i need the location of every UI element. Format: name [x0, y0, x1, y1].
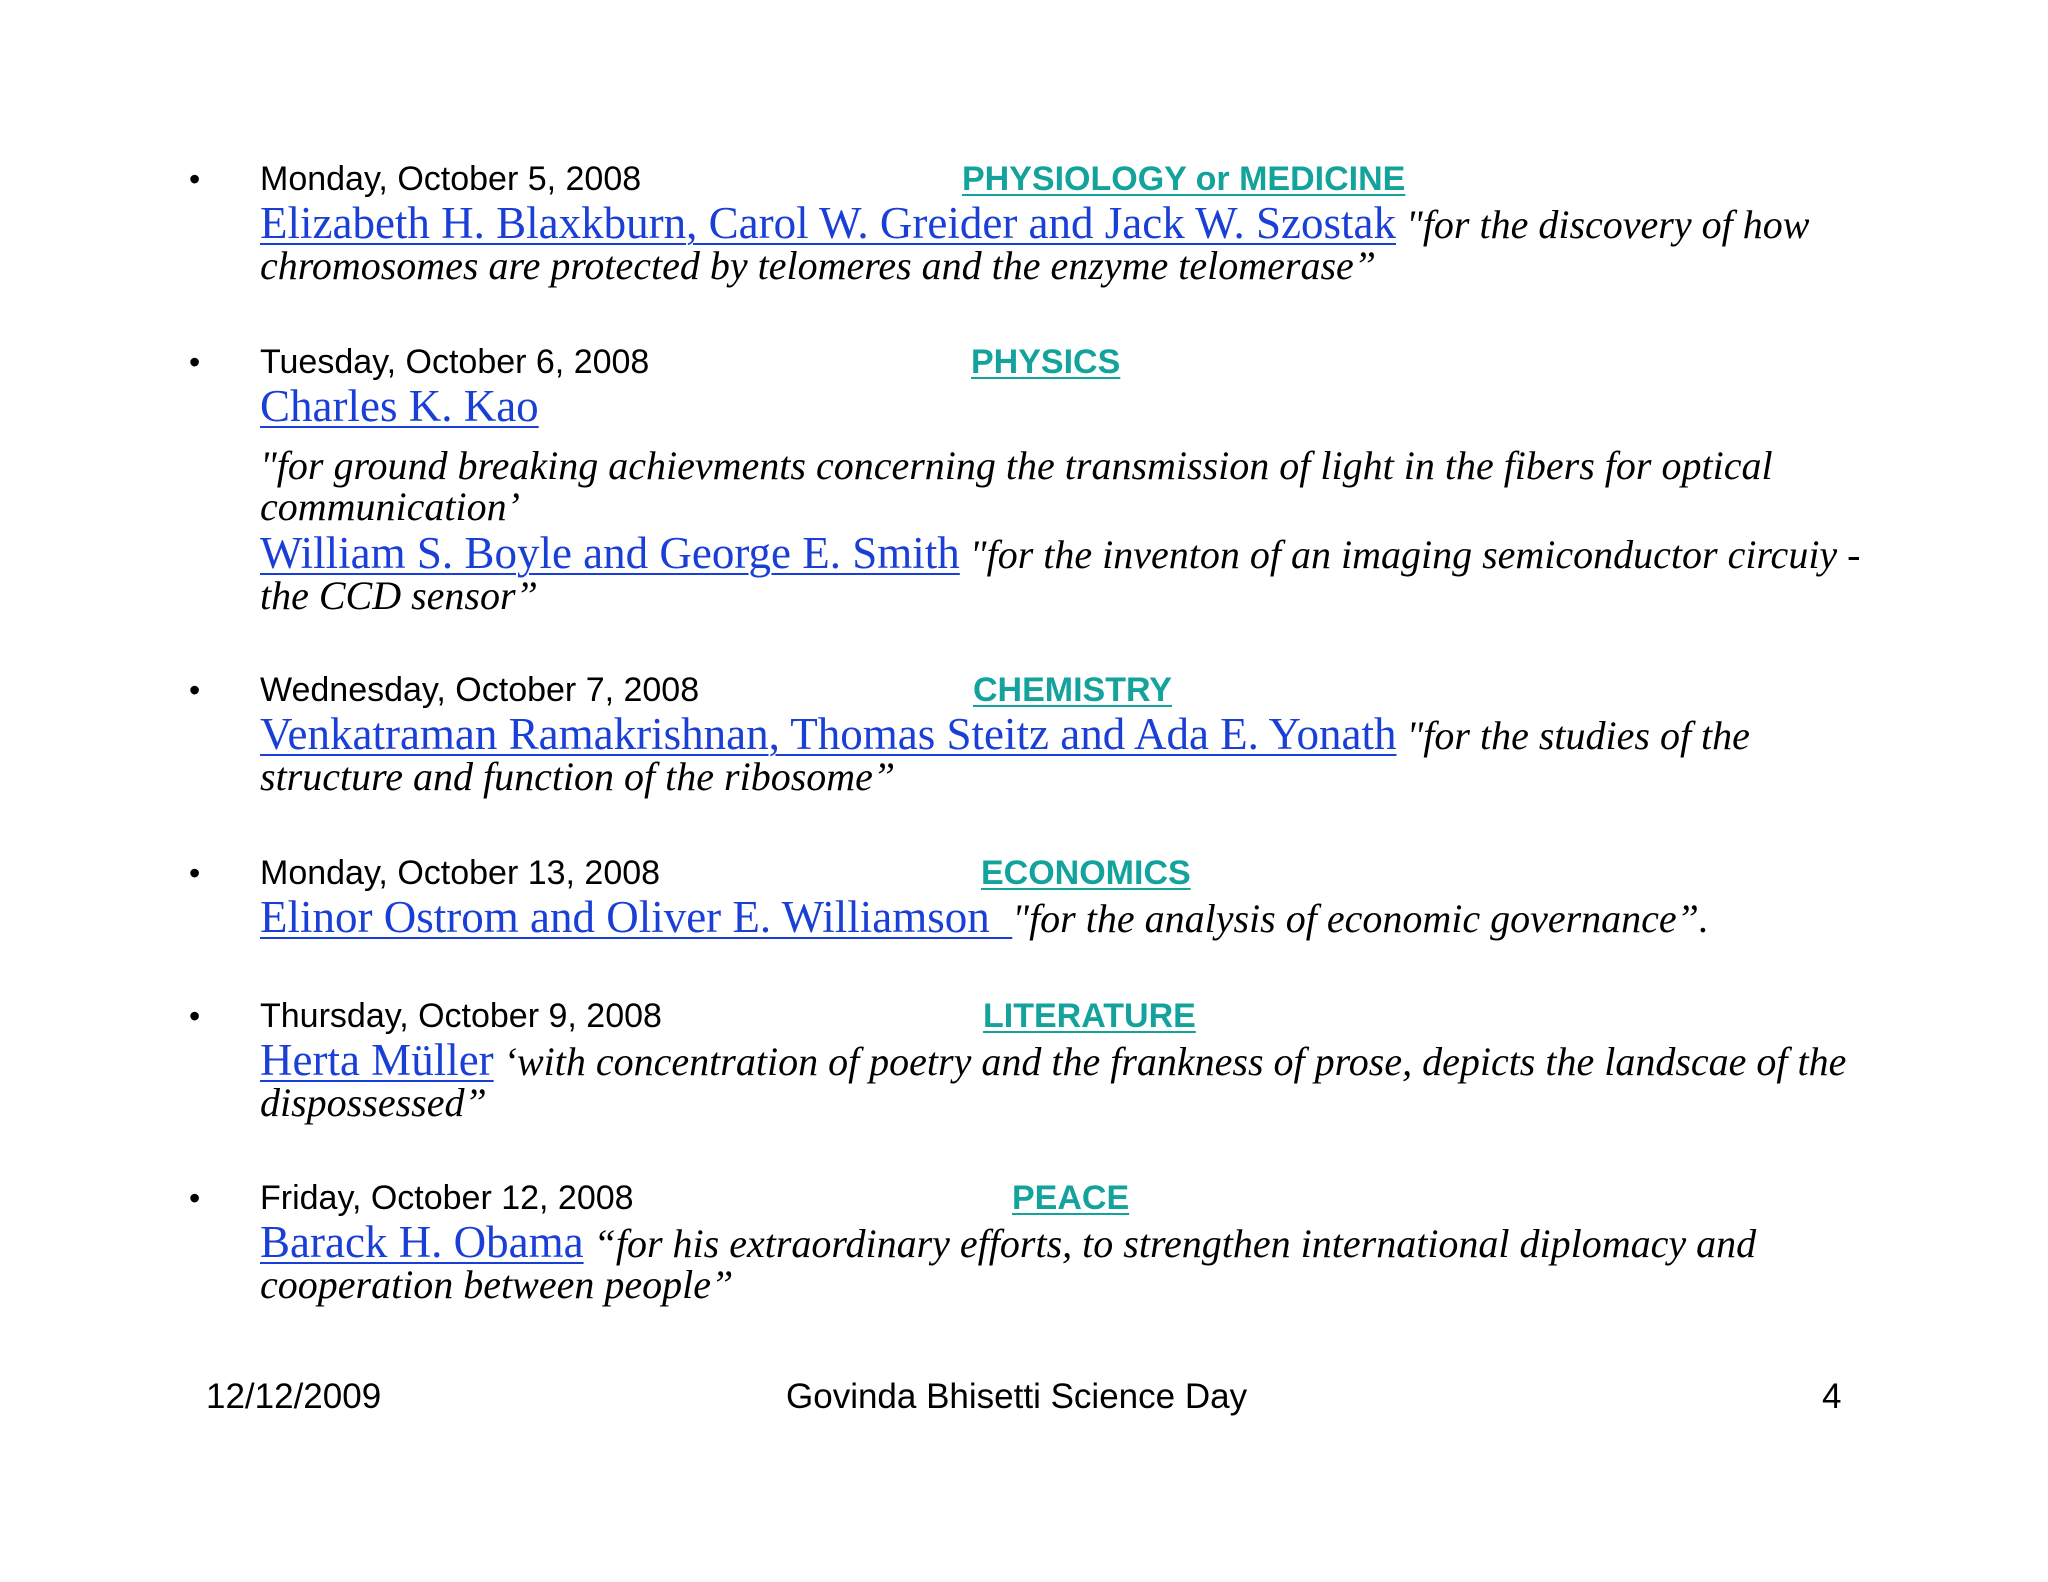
citation-text: "for the discovery of how chromosomes are protected by telomeres and the enzyme telomerase”	[260, 202, 1810, 288]
laureate-paragraph	[260, 381, 1900, 431]
laureate-paragraph	[260, 892, 1900, 942]
laureate-link[interactable]: Elinor Ostrom and Oliver E. Williamson	[260, 892, 1013, 942]
citation-paragraph	[260, 444, 1900, 527]
laureate-link[interactable]: Venkatraman Ramakrishnan, Thomas Steitz and Ada E. Yonath	[260, 709, 1397, 759]
laureate-link[interactable]: William S. Boyle and George E. Smith	[260, 528, 960, 578]
citation-text: "for the analysis of economic governance”.	[1012, 896, 1709, 941]
footer-title: Govinda Bhisetti Science Day	[786, 1377, 1248, 1416]
category-link-economics[interactable]: ECONOMICS	[981, 854, 1191, 892]
slide-number: 4	[1822, 1377, 1842, 1416]
citation-text: ‘with concentration of poetry and the frankness of prose, depicts the landscae of the dispossessed”	[260, 1039, 1847, 1125]
bullet: •	[189, 998, 201, 1034]
citation-text: “for his extraordinary efforts, to strengthen international diplomacy and cooperation between people”	[260, 1221, 1757, 1307]
category-link-literature[interactable]: LITERATURE	[983, 997, 1196, 1035]
footer-date: 12/12/2009	[206, 1377, 382, 1416]
bullet: •	[189, 1180, 201, 1216]
laureate-paragraph	[260, 1217, 1900, 1307]
bullet: •	[189, 672, 201, 708]
citation-text: "for the studies of the structure and function of the ribosome”	[260, 713, 1750, 799]
laureate-paragraph	[260, 198, 1900, 288]
category-link-peace[interactable]: PEACE	[1012, 1179, 1130, 1217]
bullet: •	[189, 855, 201, 891]
announcement-date: Thursday, October 9, 2008	[260, 997, 662, 1035]
laureate-link[interactable]: Charles K. Kao	[260, 381, 539, 431]
laureate-link[interactable]: Barack H. Obama	[260, 1217, 584, 1267]
announcement-date: Monday, October 13, 2008	[260, 854, 661, 892]
category-link-chemistry[interactable]: CHEMISTRY	[973, 671, 1172, 709]
laureate-paragraph	[260, 709, 1900, 799]
bullet: •	[189, 344, 201, 380]
announcement-date: Wednesday, October 7, 2008	[260, 671, 700, 709]
announcement-date: Monday, October 5, 2008	[260, 160, 642, 198]
category-link-physics[interactable]: PHYSICS	[971, 343, 1121, 381]
announcement-date: Tuesday, October 6, 2008	[260, 343, 650, 381]
citation-text: "for the inventon of an imaging semiconductor circuiy - the CCD sensor”	[260, 532, 1861, 618]
announcement-date: Friday, October 12, 2008	[260, 1179, 634, 1217]
laureate-link[interactable]: Elizabeth H. Blaxkburn, Carol W. Greider and Jack W. Szostak	[260, 198, 1397, 248]
citation-text: "for ground breaking achievments concerning the transmission of light in the fibers for optical communication’	[260, 443, 1773, 529]
laureate-link[interactable]: Herta Müller	[260, 1035, 494, 1085]
laureate-paragraph	[260, 528, 1900, 618]
bullet: •	[189, 161, 201, 197]
category-link-medicine[interactable]: PHYSIOLOGY or MEDICINE	[962, 160, 1406, 198]
laureate-paragraph	[260, 1035, 1900, 1125]
